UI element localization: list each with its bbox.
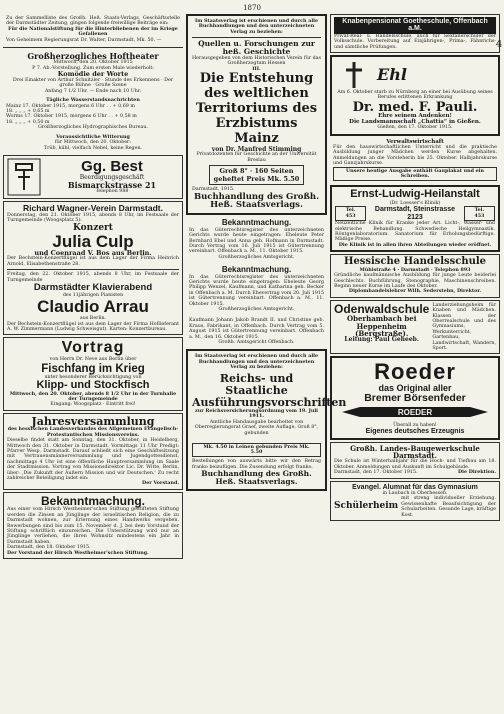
clinic-phone-left: Tel. 453 [335,206,366,221]
donation-intro: Zu der Sammelliste des Großh. Heß. Staats-Verlags, Geschäftsstelle der Darmstädter Zeitung, gingen folgende freiwillige Beiträge ein: [6,16,180,27]
weather-text: Trüb, kühl, vielfach Nebel, keine Regen. [43,145,143,151]
court-notice-3 [186,316,327,347]
housekeeping-text: Für den hauswirtschaftlichen Unterricht und die praktische Ausbildung junger Mädchen werden Kurse abgehalten. Anmeldungen an die Vorsteherin bis 25. Oktober. Halbjahrskurse und Ganzjahrskurse. [333,144,497,167]
institute-ad [330,14,500,53]
assembly-ad [3,413,183,490]
column-left [3,14,183,710]
assembly-title: Jahresversammlung [31,414,155,428]
pen-nib-icon [340,405,490,419]
trade-school-text: Gründliche kaufmännische Ausbildung für junge Leute beiderlei Geschlechts. Buchführung, Stenographie, Maschinenschreiben. Beginn neuer Kurse im Laufe des Oktober. [334,273,496,289]
weather-title: Voraussichtliche Witterung [56,133,130,140]
author: von Dr. Manfred Stimming [211,145,302,153]
alumnat-place: in Laubach in Oberhessen. [382,490,448,496]
quellen-vol: III. [252,65,261,72]
court-name: Großherzogliches Amtsgericht. [218,307,295,312]
trade-school-title: Hessische Handelsschule [343,256,487,268]
clinic-text: Neuzeitliche Klinik für Kranke jeder Art. Licht-, Wasser- und elektrische Behandlung. Schwedische Heilgymnastik. Röntgenlaboratorium. Sanatorium für Erholungsbedürftige. Mäßige Preise. [335,221,495,243]
arrau-from: aus Berlin. [79,316,107,322]
death-motto: Ehre seinem Andenken! [378,113,452,120]
column-right [330,14,500,710]
weather-date: für Mittwoch, den 20. Oktober: [55,140,131,146]
water-levels [3,98,183,132]
assembly-sub: des hessischen Landesverbandes des Allgemeinen Evangelisch-Protestantischen Missionsvereins. [7,426,179,438]
water-source: Großherzogliches Hydrographisches Bureau. [38,125,148,131]
theater-time: Anfang 7 1/2 Uhr. — Ende nach 10 Uhr. [44,88,142,94]
roeder-line2: Bremer Börsenfeder [364,391,466,404]
rules-edition: Amtliche Handausgabe bearbeitet von Oberregierungsrat Graef, zweite Auflage, Groß 8°, gebunden [194,419,319,436]
rules-sub: zur Reichsversicherungsordnung vom 19. Juli 1911. [194,407,318,420]
book-year: Darmstadt, 1915. [192,187,235,193]
hearse-emblem-icon [7,158,41,196]
clinic-title: Ernst-Ludwig-Heilanstalt [350,188,480,201]
best-name: Gg. Best [81,158,143,176]
wagner-note: Der Bechstein-Konzertflügel ist aus dem Lager der Firma Heinrich Arnold, Elisabethenstraße 28. [7,256,179,267]
theater-play: Komödie der Worte [57,70,129,79]
foundation-title: Bekanntmachung. [40,493,145,508]
odenwald-name: Odenwaldschule [334,301,430,316]
foundation-text: Aus einer vom Hirsch Westheimer'schen Stiftung gestifteten Stiftung werden die Zinsen an Jünglinge der israelitischen Religion, die zu Darmstadt wohnen, zur Erlernung eines Handwerks vergeben. Bewerbungen sind bis zum 15. November d. J. bei dem Vorstand der Stiftung schriftlich einzureichen. Die Unterstützung wird nur an Jünglinge verliehen, die ihren Wohnsitz mindestens ein Jahr in Darmstadt haben. [7,507,179,545]
lecture-topic: Fischfang im Krieg [41,362,145,375]
building-school-title: Großh. Landes-Baugewerkschule Darmstadt. [350,443,480,461]
court-notice-title: Bekanntmachung. [221,218,292,228]
alumnat-name: Schülerheim [334,501,399,512]
wagner-text: Donnerstag, den 21. Oktober 1915, abends 8 Uhr, im Festsaale der Turngemeinde (Woogsplatz 5): [7,212,179,224]
rules-title: Reichs- und Staatliche Ausführungsvorschriften [192,371,347,409]
arrau-date: Freitag, den 22. Oktober 1915, abends 8 Uhr, im Festsaale der Turngemeinde [7,272,179,283]
best-sub: Beerdigungsgeschäft [79,174,145,182]
odenwald-leitung: Leitung: Paul Geheeb. [344,336,419,344]
quellen-sub: Herausgegeben von dem Historischen Verein für das Großherzogtum Hessen [192,55,321,67]
housekeeping-title: Verwaltswirtschaft [386,138,444,145]
trade-school-ad [330,254,500,298]
foundation-sign: Der Vorstand der Hirsch Westheimer'schen Stiftung. [7,549,149,556]
donation-notice [3,14,183,45]
lecture-title: Vortrag [61,339,125,357]
death-name: Dr. med. F. Pauli. [352,99,478,115]
arrau-name: Claudio Arrau [37,297,149,317]
best-ad [3,155,183,199]
theater-desc: Drei Einakter von Arthur Schnitzler · Stunde des Erkennens · Der große Bühne · Große Szene [12,78,174,89]
death-notice [330,55,500,136]
death-signet: Ehl [377,64,407,84]
rules-price: Mk. 4.50 in Leinen gebunden Preis Mk. 5.50 [192,443,321,458]
wagner-concert-ad [3,201,183,335]
water-row: 18. „ „ „ + 0,50 m [6,119,50,125]
quellen-title: Quellen u. Forschungen zur heß. Geschichte [198,39,315,57]
donation-title: Für die Nationalstiftung für die Hinterbliebenen der im Kriege Gefallenen [8,25,178,38]
water-row: Worms 17. Oktober 1915, morgens 6 Uhr . . + 0,58 m [6,114,137,120]
clinic-address: Darmstadt, Steinstrasse 2123 [374,206,456,221]
lecture-by: von Herrn Dr. Neve aus Berlin über [49,357,137,363]
arrau-title: Darmstädter Klavierabend [33,281,153,293]
theater-date: Mittwoch, den 20. Oktober 1915 [53,60,133,66]
book-size: Groß 8° · 160 Seiten [219,167,294,176]
court-notice-text: In das Güterrechtsregister des unterzeichneten Gerichts wurde heute eingetragen: Eheleute Peter Bernhard Ebel und Anna geb. Hofmann in Darmstadt. Durch Vertrag vom 16. Juli 1915 ist Gütertrennung vereinbart. Offenbach a. M., 11. Oktober 1915. [189,227,324,255]
entstehung-title: Die Entstehung des weltlichen Territoriums des Erzbistums Mainz [195,71,318,146]
court-notice-text: Kaufmann Johann Jakob Brandt II. und Christine geb. Kraus, Fabrikant, in Offenbach. Durch Vertrag vom 5. August 1915 ist Gütertrennung vereinbart. Offenbach a. M., den 16. Oktober 1915. [189,318,324,340]
verlag-name: Buchhandlung des Großh. Heß. Staatsverlags. [193,191,320,211]
foundation-notice [3,492,183,559]
donation-item: Von Geheimem Regierungsrat Dr. Walter, Darmstadt, Mk. 50. — [6,37,162,43]
court-notice-text: In das Güterrechtsregister des unterzeichneten Gerichts wurde heute eingetragen: Eheleute Georg Philipp Wenzel, Kaufmann, und Katharina geb. Becker in Offenbach a. M. Durch Ehevertrag vom 20. Juli 1915 ist Gütertrennung vereinbart. Offenbach a. M., 11. Oktober 1915. [189,274,324,307]
trade-school-address: Mühlstraße 4 · Darmstadt · Telephon 893 [359,266,471,273]
institute-text: Privat-Real- u. Handelsschule, auch für Sextanerschüler der Volksschule. Vorbereitung auf Einjährigen-, Prima-, Fähnrichs- und sämtliche Prüfungen. [334,33,496,50]
odenwald-place: Oberhambach bei Heppenheim (Bergstraße). [346,314,417,339]
best-street: Bismarckstrasse 21 [67,179,157,190]
staatsverlag-rules-ad [186,349,347,491]
water-title: Tägliche Wasserstandsnachrichten [46,97,140,104]
water-row: 18. „ „ „ + 0,65 m [6,109,50,115]
water-row: Mainz 17. Oktober 1915, morgens 6 Uhr . . + 0,69 m [6,103,135,109]
death-org: Die Landsmannschaft „Chattia“ in Gießen. [349,118,481,125]
assembly-sign: Der Vorstand. [142,480,179,487]
pen-label: ROEDER [397,407,433,417]
foundation-date: Darmstadt, den 18. Oktober 1915. [7,545,91,551]
verlag2-name: Buchhandlung des Großh. Heß. Staatsverlags. [201,469,312,487]
theater-line: P 7. Ab.-Vorstellung. Zum ersten Male wiederholt: [32,65,154,71]
court-notice-title: Bekanntmachung. [221,265,292,275]
building-school-ad [330,442,500,479]
theater-notice [3,50,183,96]
wagner-konzert: Konzert [73,222,113,233]
arrau-note: Der Bechstein-Konzertflügel ist aus dem Lager der Firma Hoflieferant A. W. Zimmermann (Ludwig Schweisgut). Karten: Konzertbureau. [7,321,179,332]
assembly-text: Dieselbe findet statt am Sonntag, den 31. Oktober, in Heidelberg, Mittwoch den 31. Oktober in Darmstadt. Vormittags 11 Uhr Predigt: Pfarrer Wesp, Darmstadt. Darauf schließt sich eine Geschäftssitzung mit Vertrauensmännerversammlung und Jugendgottesdienst, nachmittags 4 Uhr ist eine öffentliche Hauptversammlung im Saale der Stadtmission. Vortrag von Missionsdirektor Lic. Dr. Witte, Berlin, über: ‚Die Zukunft der Äußern Mission und wir Deutschen.' Zu recht zahlreicher Beteiligung ladet ein: [7,438,179,482]
author-role: Privatdozenten für Geschichte an der Universität Breslau [196,152,317,163]
trade-school-sign: Diplomhandelslehrer Wilh. Sederstehn, Direktor. [348,288,482,295]
roeder-pen-ad [330,356,500,439]
wagner-title: Richard Wagner-Verein Darmstadt. [23,202,163,213]
lecture-sub: unter besonderer Berücksichtigung von [44,374,142,380]
clinic-sub: (Dr. Loesser's Klinik) [389,200,441,206]
edge-mark: 4 [495,40,502,50]
lecture-entry: Eingang: Woogsplatz · Eintritt frei! [50,402,136,408]
lecture-fish: Klipp- und Stockfisch [36,379,150,392]
theater-title: Großherzogliches Hoftheater [27,51,159,62]
weather-forecast [3,135,183,153]
death-text: Am 6. Oktober starb zu Nürnberg an einer bei Ausübung seines Berufes erlittenen Erkrankung [337,89,493,101]
roeder-line1: das Original aller [378,382,452,393]
building-school-text: Die Schule ist Winterhalbjahr für die Hoch- und Tiefbau am 18. Oktober. Anmeldungen und Auskunft im Schulgebäude. [334,459,496,470]
wagner-and: und Coenraad V. Bos aus Berlin. [34,248,152,257]
roeder-note: Überall zu haben! [393,422,437,428]
staats-head: Im Staatsverlag ist erschienen und durch alle Buchhandlungen und den unterzeichneten Verlag zu beziehen: [194,18,319,35]
institute-title: Knabenpensionat Goetheschule, Offenbach a.M. [334,17,496,34]
court-name: Großh. Amtsgericht Offenbach. [218,340,295,346]
clinic-phone-right: Tel. 453 [464,206,495,221]
roeder-brand: Roeder [374,359,456,385]
arrau-sub: des 11jährigen Pianisten [62,292,124,298]
death-sign: Gießen, den 17. Oktober 1915. [377,125,453,131]
building-school-date: Darmstadt, den 17. Oktober 1915. [334,470,418,476]
issue-banner: Unsere heutige Ausgabe enthält Gauplakat und ein Schreiben. [333,167,497,182]
court-name: Großherzogliches Amtsgericht. [218,254,295,260]
staatsverlag-book-ad [186,14,327,215]
best-phone: Telephon 988 [95,188,129,194]
alumnat-title: Evangel. Alumnat für das Gymnasium [352,483,478,491]
clinic-ad [330,185,500,252]
lecture-place: Mittwoch, den 20. Oktober, abends 8 1/2 Uhr in der Turnhalle der Turngemeinde [9,390,177,403]
lecture-ad [3,337,183,410]
wagner-artist: Julia Culp [52,232,134,252]
alumnat-ad [330,481,500,521]
staats2-head: Im Staatsverlag ist erschienen und durch alle Buchhandlungen und den unterzeichneten Verlag zu beziehen: [194,353,319,371]
cross-emblem-icon [337,60,371,90]
building-school-sign: Die Direktion. [458,469,496,476]
odenwald-text: Landerziehungsheim für Knaben und Mädchen. Klassen der Oberrealschule und des Gymnasiums, Werkunterricht, Gartenbau, Landwirtschaft, Wandern, Sport. [432,302,496,351]
rules-order: Bestellungen von auswärts bitte wir den Betrag franko beizufügen. Die Zusendung erfolgt franko. [192,459,321,470]
court-notice-1 [186,217,327,262]
page-number: 1870 [243,4,261,12]
clinic-note: Die Klinik ist in allen ihren Abteilungen wieder eröffnet. [338,241,492,248]
court-notice-2 [186,264,327,314]
roeder-foot: Eigenes deutsches Erzeugnis [365,428,465,436]
odenwald-ad [330,300,500,355]
column-middle [186,14,347,710]
housekeeping-notice [330,138,500,184]
book-price: geheftet Preis Mk. 5.50 [213,175,300,184]
alumnat-text: mit streng individueller Erziehung. Gewissenhafte Beaufsichtigung der Schularbeiten. Gesunde Lage, kräftige Kost. [401,496,496,518]
